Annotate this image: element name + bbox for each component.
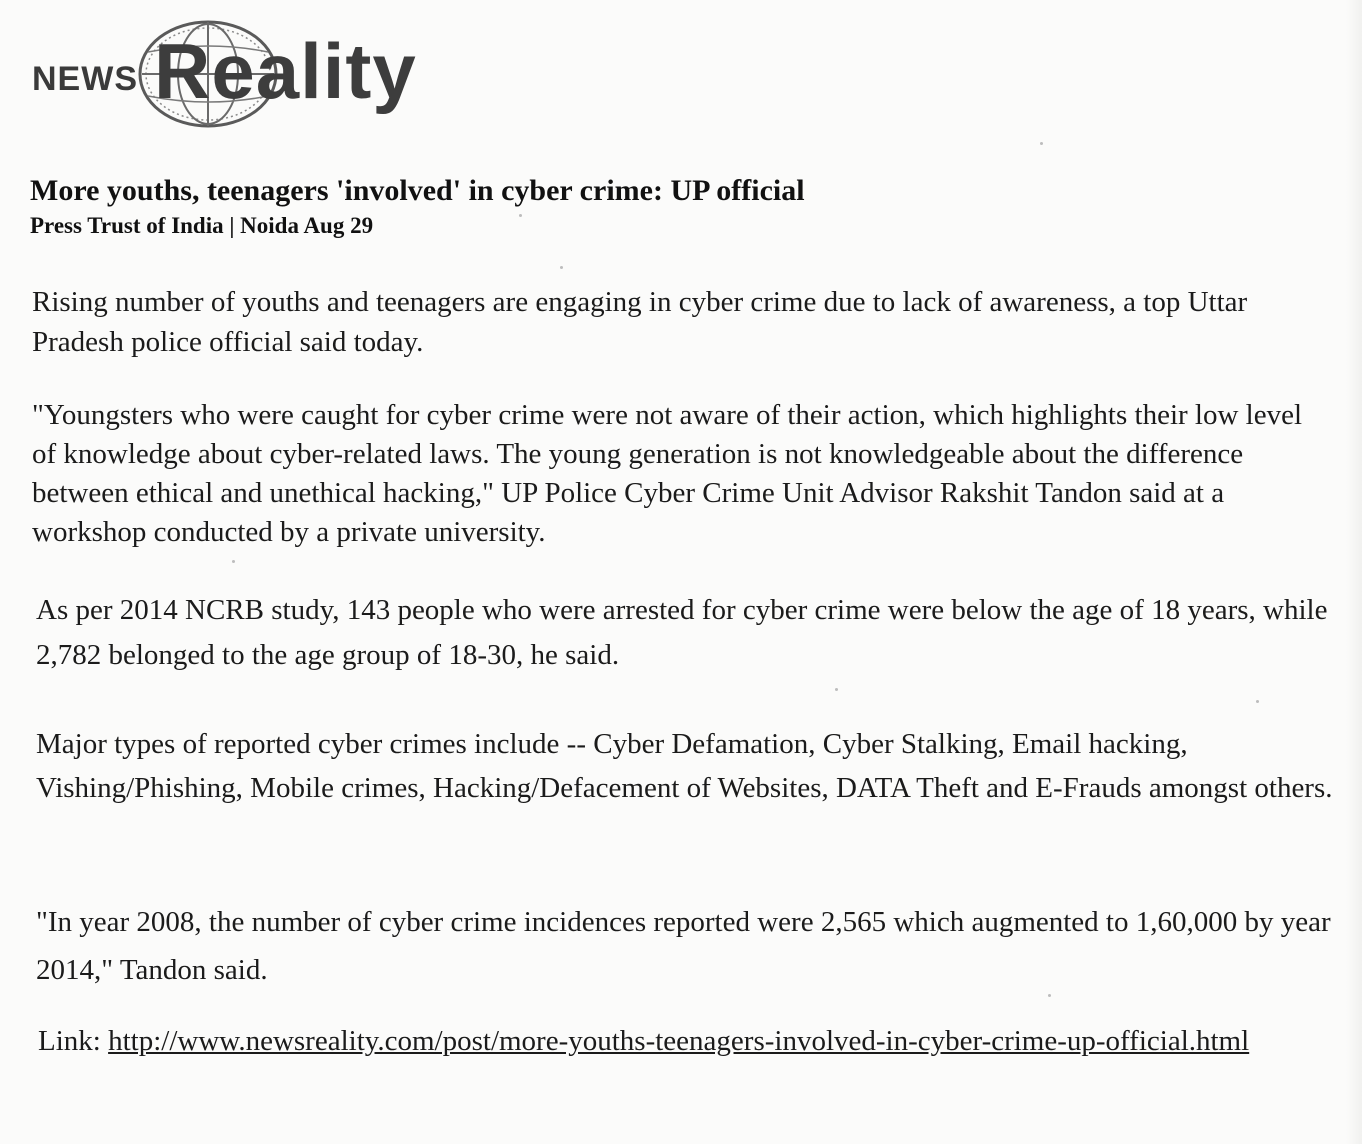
article-byline: Press Trust of India | Noida Aug 29 — [30, 213, 374, 238]
paragraph-4: Major types of reported cyber crimes include -- Cyber Defamation, Cyber Stalking, Email hacking, Vishing/Phishing, Mobile crimes, Hacking/Defacement of Websites, DATA Theft and E-Frauds amongst others. — [36, 728, 1333, 804]
scan-speck — [232, 560, 235, 563]
logo-news-text: NEWS — [32, 60, 138, 98]
paragraph-2: "Youngsters who were caught for cyber crime were not aware of their action, which highlights their low level of knowledge about cyber-related laws. The young generation is not knowledgeable about the difference between ethical and unethical hacking," UP Police Cyber Crime Unit Advisor Rakshit Tandon said at a workshop conducted by a private university. — [32, 399, 1303, 548]
source-link[interactable]: http://www.newsreality.com/post/more-youths-teenagers-involved-in-cyber-crime-up-official.html — [108, 1025, 1250, 1057]
paragraph-3: As per 2014 NCRB study, 143 people who were arrested for cyber crime were below the age of 18 years, while 2,782 belonged to the age group of 18-30, he said. — [36, 594, 1328, 671]
scan-speck — [1040, 142, 1043, 145]
link-label: Link: — [38, 1025, 101, 1057]
page-edge-shadow — [1346, 0, 1362, 1144]
scan-speck — [560, 266, 563, 269]
paragraph-5: "In year 2008, the number of cyber crime incidences reported were 2,565 which augmented to 1,60,000 by year 2014," Tandon said. — [36, 906, 1331, 986]
source-link-line — [38, 1016, 1338, 1066]
logo-reality-text: Reality — [154, 27, 417, 115]
paragraph-1: Rising number of youths and teenagers are engaging in cyber crime due to lack of awareness, a top Uttar Pradesh police official said today. — [32, 286, 1248, 358]
article-headline: More youths, teenagers 'involved' in cyber crime: UP official — [30, 174, 805, 207]
scan-speck — [835, 688, 838, 691]
scan-speck — [1256, 700, 1259, 703]
newsreality-logo — [30, 18, 470, 136]
scan-speck — [1048, 994, 1051, 997]
scan-speck — [519, 214, 522, 217]
